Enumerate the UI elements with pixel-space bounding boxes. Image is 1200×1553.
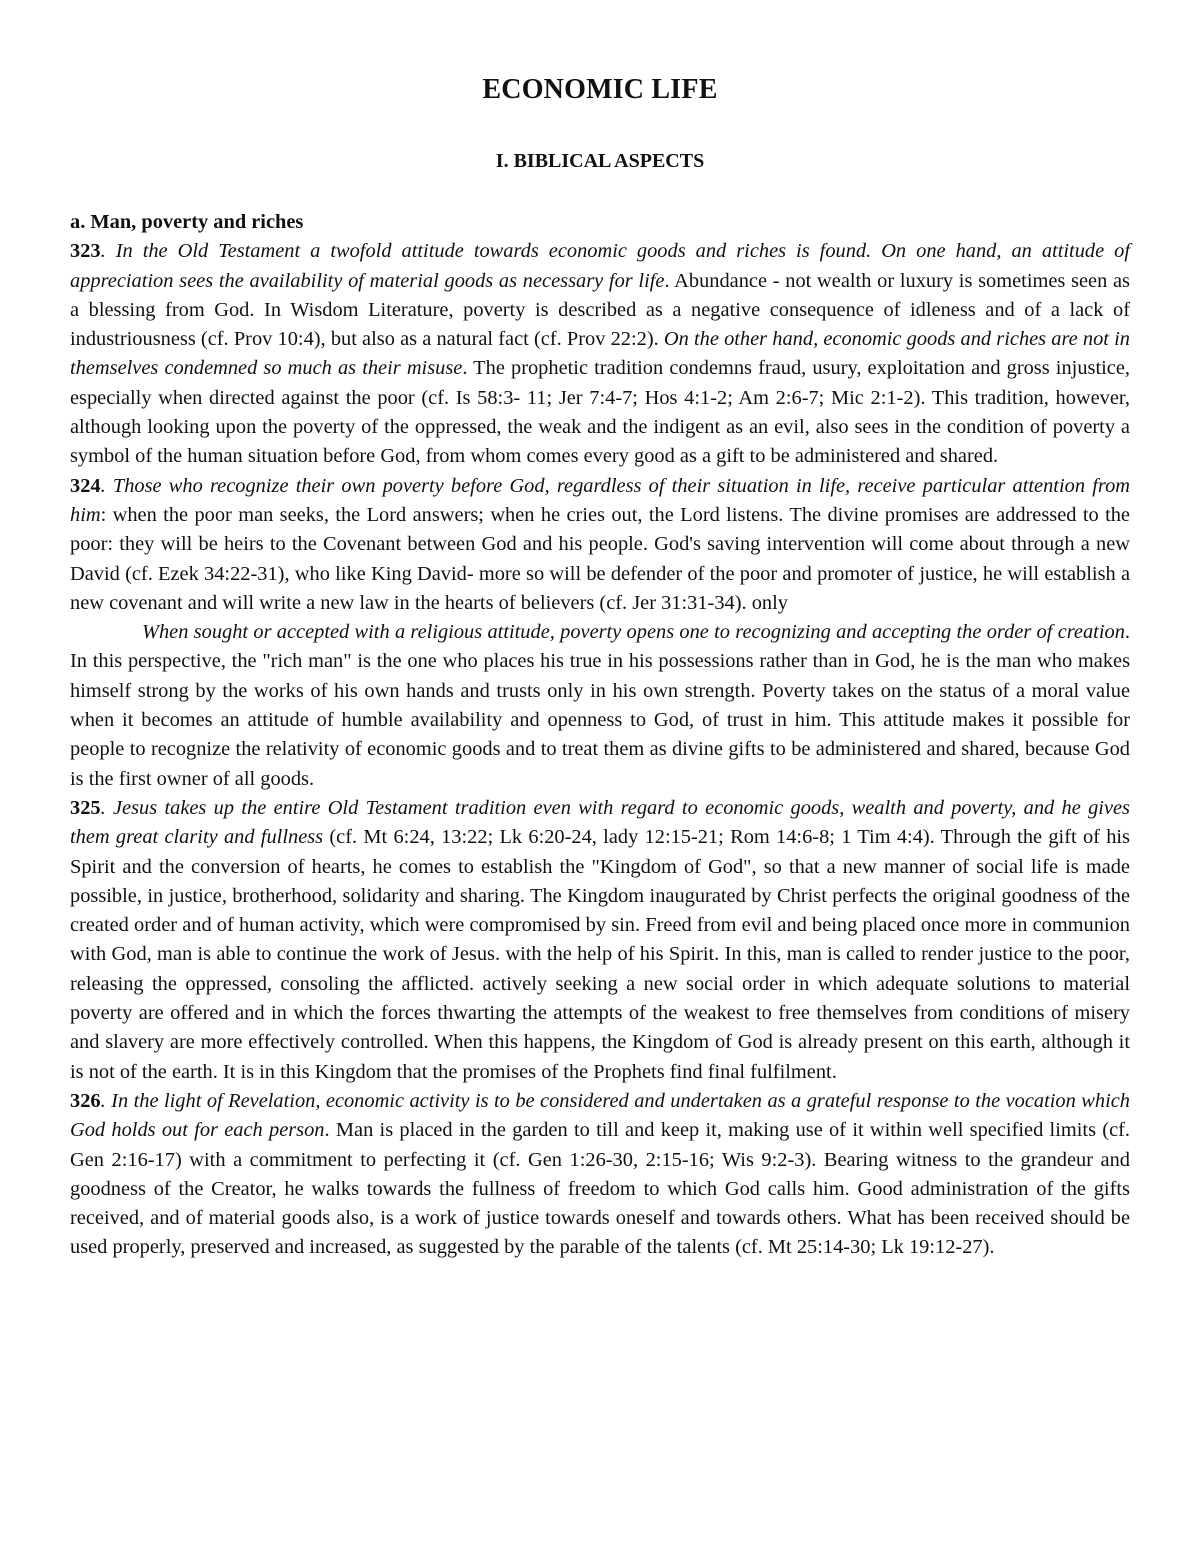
document-body [70, 208, 1130, 1263]
paragraph-number: 324 [70, 474, 101, 497]
paragraph-text: . In this perspective, the "rich man" is the one who places his true in his possessions rather than in God, he is the man who makes himself strong by the works of his own hands and trusts only in his own strength. Poverty takes on the status of a moral value when it becomes an attitude of humble availability and openness to God, of trust in him. This attitude makes it possible for people to recognize the relativity of economic goods and to treat them as divine gifts to be administered and shared, because God is the first owner of all goods. [70, 621, 1130, 790]
paragraph-italic-text: Jesus takes up the entire Old Testament tradition even with regard to economic goods, wealth and poverty, and he gives them great clarity and fullness [70, 796, 1130, 849]
paragraph-326 [70, 1087, 1130, 1263]
paragraph-text: . Man is placed in the garden to till and keep it, making use of it within well specified limits (cf. Gen 2:16-17) with a commitment to perfecting it (cf. Gen 1:26-30, 2:15-16; Wis 9:2-3). Bearing witness to the grandeur and goodness of the Creator, he walks towards the fullness of freedom to which God calls him. Good administration of the gifts received, and of material goods also, is a work of justice towards oneself and towards others. What has been received should be used properly, preserved and increased, as suggested by the parable of the talents (cf. Mt 25:14-30; Lk 19:12-27). [70, 1119, 1131, 1259]
section-title: I. BIBLICAL ASPECTS [495, 150, 705, 172]
paragraph-number: 325 [70, 796, 101, 819]
paragraph-separator: . [100, 796, 113, 819]
paragraph-number: 323 [70, 240, 101, 263]
paragraph-text: (cf. Mt 6:24, 13:22; Lk 6:20-24, lady 12:15-21; Rom 14:6-8; 1 Tim 4:4). Through the gift of his Spirit and the conversion of hearts, he comes to establish the "Kingdom of God", so that a new manner of social life is made possible, in justice, brotherhood, solidarity and sharing. The Kingdom inaugurated by Christ perfects the original goodness of the created order and of human activity, which were compromised by sin. Freed from evil and being placed once more in communion with God, man is able to continue the work of Jesus. with the help of his Spirit. In this, man is called to render justice to the poor, releasing the oppressed, consoling the afflicted. actively seeking a new social order in which adequate solutions to material poverty are offered and in which the forces thwarting the attempts of the weakest to free themselves from conditions of misery and slavery are more effectively controlled. When this happens, the Kingdom of God is already present on this earth, although it is not of the earth. It is in this Kingdom that the promises of the Prophets find final fulfilment. [70, 826, 1130, 1083]
paragraph-italic-text: In the light of Revelation, economic activity is to be considered and undertaken as a grateful response to the vocation which God holds out for each person [70, 1089, 1130, 1142]
paragraph-number: 326 [70, 1089, 101, 1112]
paragraph-italic-text: In the Old Testament a twofold attitude towards economic goods and riches is found. On one hand, an attitude of appreciation sees the availability of material goods as necessary for life [70, 240, 1130, 292]
paragraph-italic-text: When sought or accepted with a religious attitude, poverty opens one to recognizing and accepting the order of creation [142, 621, 1125, 644]
paragraph-text: : when the poor man seeks, the Lord answers; when he cries out, the Lord listens. The divine promises are addressed to the poor: they will be heirs to the Covenant between God and his people. God's saving intervention will come about through a new David (cf. Ezek 34:22-31), who like King David- more so will be defender of the poor and promoter of justice, he will establish a new covenant and will write a new law in the hearts of believers (cf. Jer 31:31-34). only [70, 503, 1130, 614]
paragraph-separator: . [100, 474, 113, 497]
paragraph-separator: . [100, 1089, 112, 1112]
subheading: a. Man, poverty and riches [70, 211, 304, 233]
paragraph-324 [70, 472, 1130, 618]
paragraph-324-continued [70, 618, 1130, 794]
paragraph-separator: . [100, 240, 116, 263]
paragraph-323 [70, 237, 1130, 471]
document-title: ECONOMIC LIFE [482, 74, 718, 105]
paragraph-text: . The prophetic tradition condemns fraud, usury, exploitation and gross injustice, especially when directed against the poor (cf. Is 58:3- 11; Jer 7:4-7; Hos 4:1-2; Am 2:6-7; Mic 2:1-2). This tradition, however, although looking upon the poverty of the oppressed, the weak and the indigent as an evil, also sees in the condition of poverty a symbol of the human situation before God, from whom comes every good as a gift to be administered and shared. [70, 357, 1130, 468]
paragraph-text: . Abundance - not wealth or luxury is sometimes seen as a blessing from God. In Wisdom Literature, poverty is described as a negative consequence of idleness and of a lack of industriousness (cf. Prov 10:4), but also as a natural fact (cf. Prov 22:2). [70, 269, 1130, 351]
paragraph-italic-text: On the other hand, economic goods and riches are not in themselves condemned so much as their misuse [70, 328, 1130, 380]
paragraph-italic-text: Those who recognize their own poverty before God, regardless of their situation in life, receive particular attention from him [70, 474, 1130, 526]
paragraph-325 [70, 794, 1130, 1087]
